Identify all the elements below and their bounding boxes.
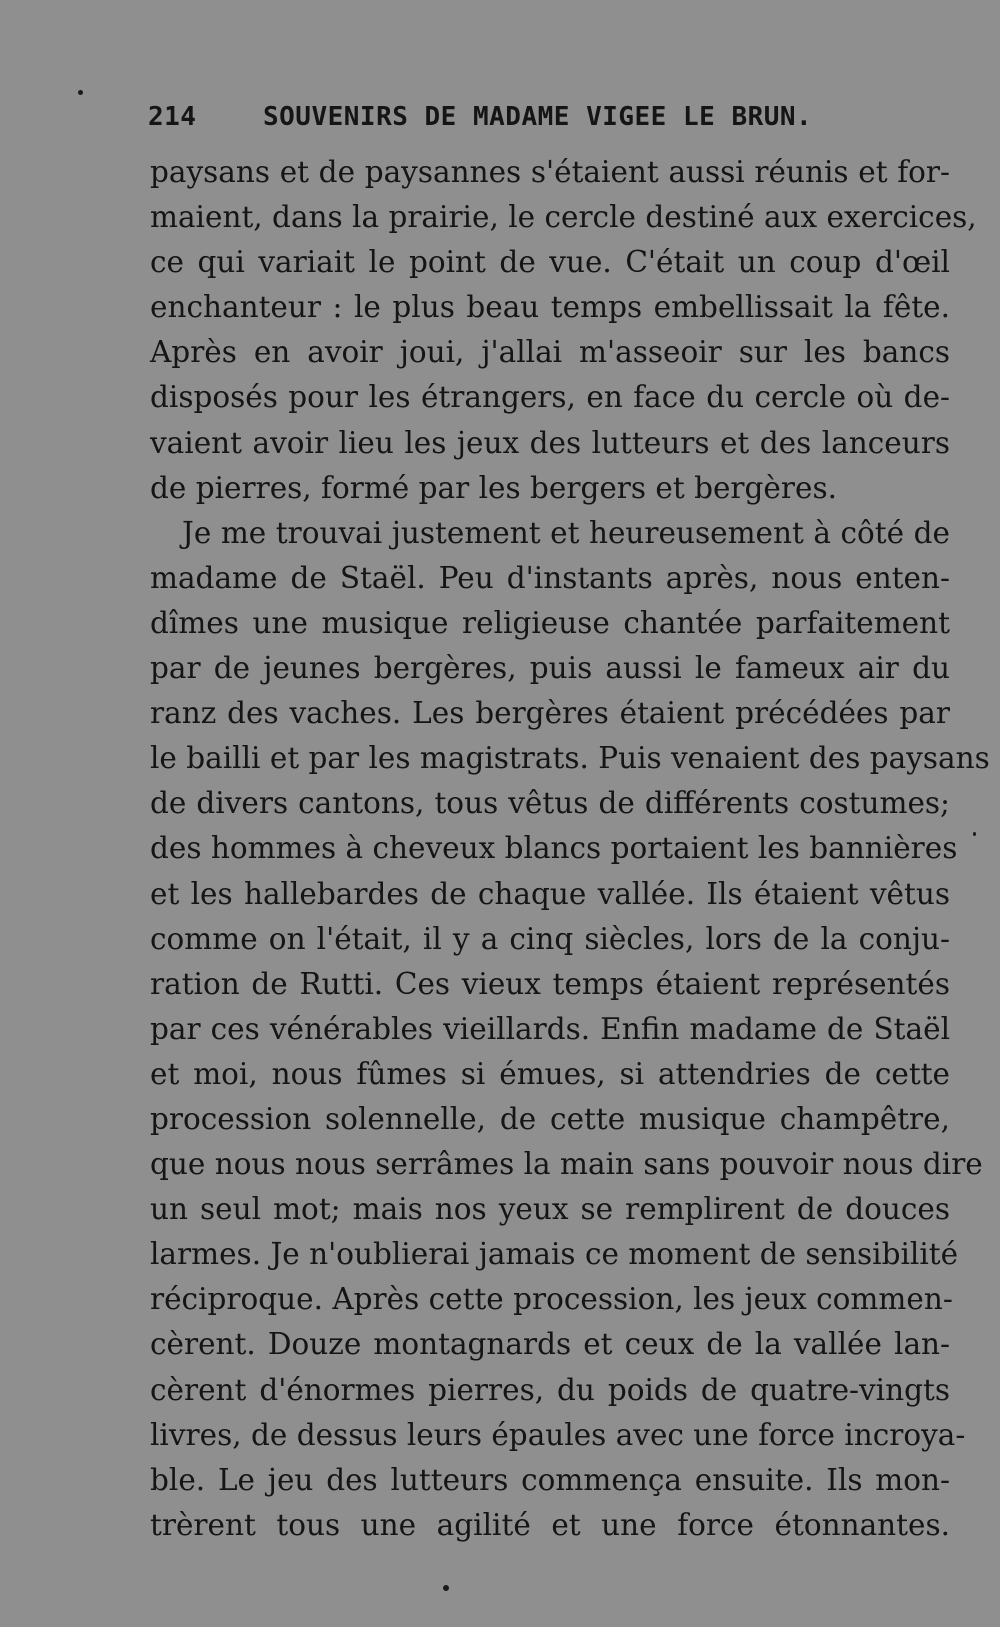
- text-line: trèrent tous une agilité et une force étonnantes.: [150, 1507, 950, 1542]
- ink-speck: [443, 1585, 449, 1591]
- text-line: paysans et de paysannes s'étaient aussi réunis et for-: [150, 155, 950, 189]
- text-line: par de jeunes bergères, puis aussi le fameux air du: [150, 651, 950, 686]
- text-line: des hommes à cheveux blancs portaient les bannières: [150, 831, 958, 866]
- text-line: Après en avoir joui, j'allai m'asseoir sur les bancs: [150, 335, 950, 370]
- text-line: Je me trouvai justement et heureusement à côté de: [182, 515, 950, 550]
- text-line: cèrent d'énormes pierres, du poids de quatre-vingts: [150, 1372, 950, 1407]
- text-line: et les hallebardes de chaque vallée. Ils étaient vêtus: [150, 876, 950, 911]
- ink-speck: [973, 832, 976, 836]
- running-head: [148, 102, 843, 136]
- text-line: un seul mot; mais nos yeux se remplirent de douces: [150, 1192, 950, 1227]
- text-line: madame de Staël. Peu d'instants après, nous enten-: [150, 560, 950, 595]
- text-line: vaient avoir lieu les jeux des lutteurs et des lanceurs: [150, 425, 950, 460]
- body-text: [150, 150, 990, 1548]
- running-title: SOUVENIRS DE MADAME VIGEE LE BRUN.: [263, 102, 813, 132]
- text-line: comme on l'était, il y a cinq siècles, lors de la conju-: [150, 921, 950, 956]
- text-line: et moi, nous fûmes si émues, si attendries de cette: [150, 1056, 950, 1091]
- text-line: réciproque. Après cette procession, les jeux commen-: [150, 1282, 953, 1317]
- text-line: larmes. Je n'oublierai jamais ce moment de sensibilité: [150, 1237, 959, 1272]
- text-line: livres, de dessus leurs épaules avec une force incroya-: [150, 1417, 966, 1452]
- ink-speck: [78, 90, 83, 95]
- text-line: de divers cantons, tous vêtus de différents costumes;: [150, 786, 950, 821]
- text-line: de pierres, formé par les bergers et bergères.: [150, 470, 837, 505]
- text-line: disposés pour les étrangers, en face du cercle où de-: [150, 380, 950, 415]
- page-number: 214: [148, 102, 197, 132]
- text-line: maient, dans la prairie, le cercle destiné aux exercices,: [150, 200, 977, 235]
- text-line: que nous nous serrâmes la main sans pouvoir nous dire: [150, 1147, 983, 1182]
- text-line: ranz des vaches. Les bergères étaient précédées par: [150, 696, 950, 731]
- text-line: ration de Rutti. Ces vieux temps étaient représentés: [150, 966, 950, 1001]
- text-line: par ces vénérables vieillards. Enfin madame de Staël: [150, 1011, 950, 1046]
- text-line: ble. Le jeu des lutteurs commença ensuite. Ils mon-: [150, 1462, 950, 1497]
- text-line: ce qui variait le point de vue. C'était un coup d'œil: [150, 245, 950, 280]
- text-line: cèrent. Douze montagnards et ceux de la vallée lan-: [150, 1327, 950, 1362]
- text-line: procession solennelle, de cette musique champêtre,: [150, 1101, 950, 1136]
- text-line: le bailli et par les magistrats. Puis venaient des paysans: [150, 741, 990, 776]
- text-line: enchanteur : le plus beau temps embellissait la fête.: [150, 290, 950, 325]
- text-line: dîmes une musique religieuse chantée parfaitement: [150, 605, 950, 640]
